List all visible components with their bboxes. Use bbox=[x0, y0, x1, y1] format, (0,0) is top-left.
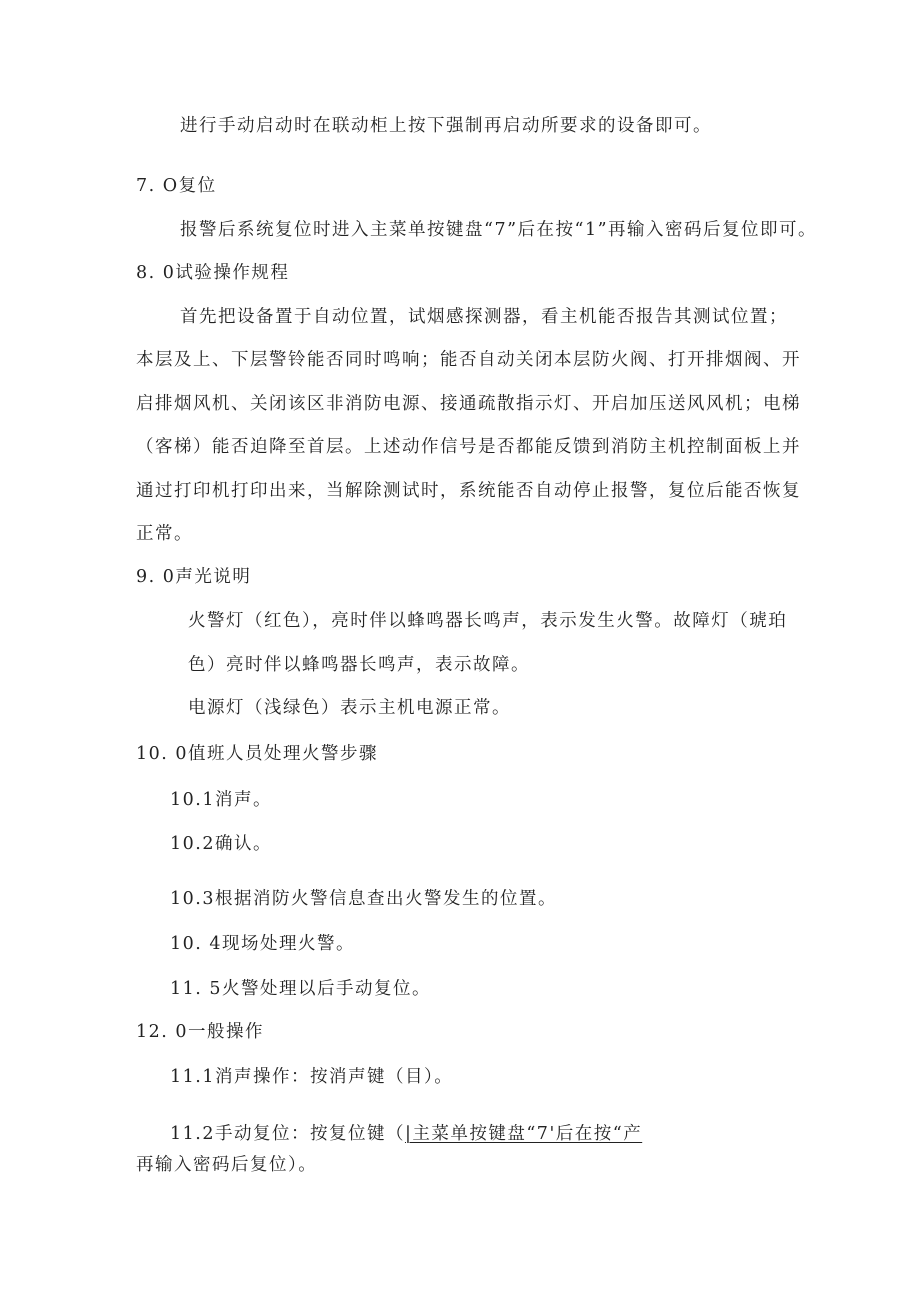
list-item: 11.1消声操作：按消声键（目）。 bbox=[170, 1067, 454, 1087]
list-item: 10.2确认。 bbox=[170, 834, 272, 854]
paragraph-line: 启排烟风机、关闭该区非消防电源、接通疏散指示灯、开启加压送风风机；电梯 bbox=[136, 394, 801, 414]
paragraph-line: 通过打印机打印出来，当解除测试时，系统能否自动停止报警，复位后能否恢复 bbox=[136, 481, 801, 501]
paragraph-line: 火警灯（红色），亮时伴以蜂鸣器长鸣声，表示发生火警。故障灯（琥珀 bbox=[188, 611, 788, 631]
paragraph-line: 正常。 bbox=[136, 524, 193, 544]
list-item: 10.1消声。 bbox=[170, 790, 272, 810]
section-heading-7: 7. O复位 bbox=[136, 176, 217, 196]
list-item-text: 11.2手动复位：按复位键（ bbox=[170, 1124, 405, 1144]
paragraph-line: 色）亮时伴以蜂鸣器长鸣声，表示故障。 bbox=[188, 655, 530, 675]
section-heading-9: 9. 0声光说明 bbox=[136, 567, 252, 587]
section-heading-8: 8. 0试验操作规程 bbox=[136, 263, 290, 283]
paragraph-line: （客梯）能否迫降至首层。上述动作信号是否都能反馈到消防主机控制面板上并 bbox=[136, 437, 801, 457]
paragraph-line: 报警后系统复位时进入主菜单按键盘“7”后在按“1”再输入密码后复位即可。 bbox=[180, 220, 818, 240]
paragraph-line: 电源灯（浅绿色）表示主机电源正常。 bbox=[188, 698, 511, 718]
list-item bbox=[170, 1124, 642, 1145]
paragraph-line: 进行手动启动时在联动柜上按下强制再启动所要求的设备即可。 bbox=[180, 116, 712, 136]
paragraph-line: 再输入密码后复位）。 bbox=[136, 1155, 318, 1175]
section-heading-12: 12. 0一般操作 bbox=[136, 1022, 265, 1042]
underlined-text: |主菜单按键盘“7'后在按“产 bbox=[404, 1124, 643, 1144]
paragraph-line: 本层及上、下层警铃能否同时鸣响；能否自动关闭本层防火阀、打开排烟阀、开 bbox=[136, 350, 801, 370]
list-item: 10.3根据消防火警信息查出火警发生的位置。 bbox=[170, 889, 557, 909]
paragraph-line: 首先把设备置于自动位置，试烟感探测器，看主机能否报告其测试位置； bbox=[180, 307, 788, 327]
list-item: 10. 4现场处理火警。 bbox=[170, 934, 356, 954]
section-heading-10: 10. 0值班人员处理火警步骤 bbox=[136, 744, 379, 764]
list-item: 11. 5火警处理以后手动复位。 bbox=[170, 979, 432, 999]
